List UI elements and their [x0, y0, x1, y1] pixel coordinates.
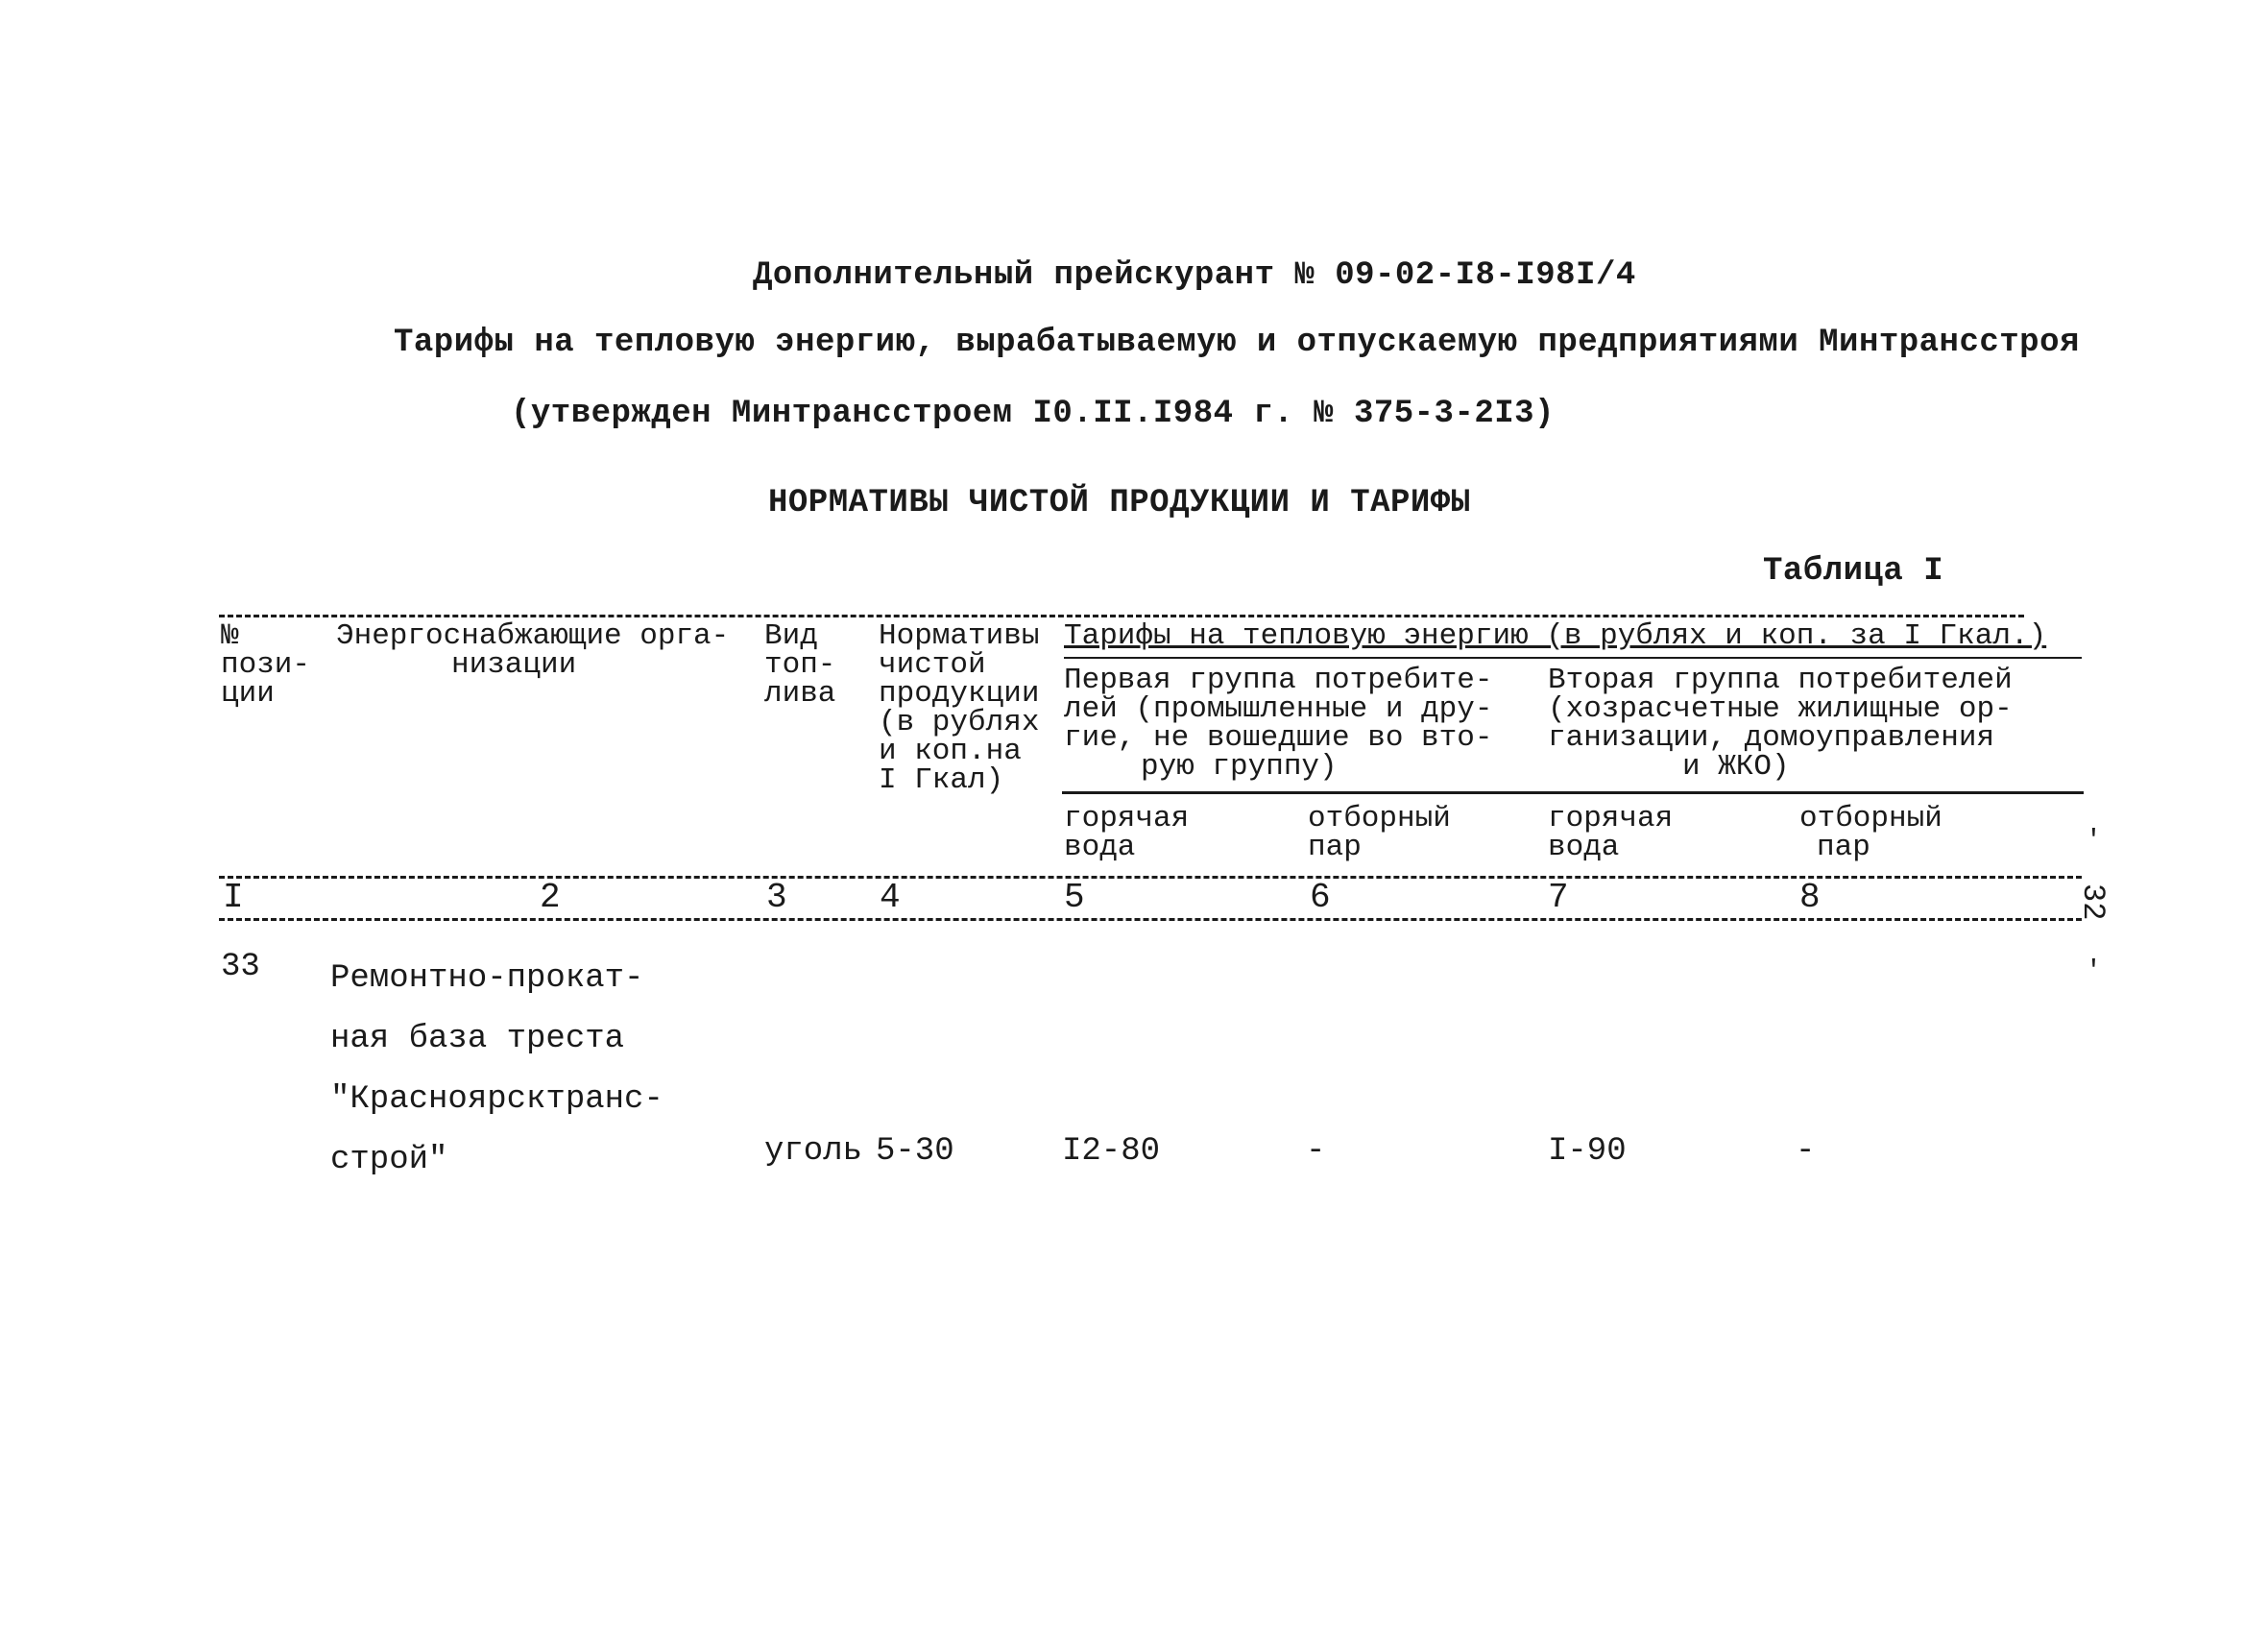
col5-line: вода [1064, 831, 1136, 864]
row-position: 33 [221, 949, 260, 985]
col2-line: Энергоснабжающие орга- [336, 619, 730, 653]
colnum-2: 2 [540, 878, 561, 917]
colnum-3: 3 [766, 878, 787, 917]
col8-line: отборный [1799, 802, 1942, 835]
col4-line: Нормативы [879, 619, 1040, 653]
col2-line: низации [451, 648, 577, 682]
col3-header [764, 619, 836, 711]
group2-line: и ЖКО) [1682, 750, 1790, 784]
row-g1-steam: - [1306, 1133, 1326, 1170]
col4-line: продукции [879, 677, 1040, 711]
col4-header [879, 619, 1040, 797]
price-list-title: Дополнительный прейскурант № 09-02-I8-I98I/4 [753, 257, 1636, 294]
col8-line: пар [1817, 831, 1870, 864]
row-fuel: уголь [764, 1133, 863, 1170]
row-g2-steam: - [1796, 1133, 1816, 1170]
colnum-7: 7 [1548, 878, 1569, 917]
row-g2-hot-water: I-90 [1548, 1133, 1627, 1170]
tariffs-header: Тарифы на тепловую энергию (в рублях и коп. за I Гкал.) [1064, 619, 2047, 653]
col1-line: ции [221, 677, 275, 711]
group1-line: рую группу) [1141, 750, 1338, 784]
col5-line: горячая [1064, 802, 1190, 835]
org-line: ная база треста [330, 1021, 625, 1057]
col2-header [336, 619, 730, 682]
col4-line: (в рублях [879, 706, 1040, 739]
groups-rule [1062, 791, 2084, 794]
col1-line: № [221, 619, 239, 653]
colnum-5: 5 [1064, 878, 1085, 917]
org-line: Ремонтно-прокат- [330, 960, 644, 997]
group1-line: гие, не вошедшие во вто- [1064, 721, 1493, 755]
group2-line: (хозрасчетные жилищные ор- [1548, 692, 2013, 726]
org-line: "Красноярсктранс- [330, 1081, 664, 1118]
group2-line: ганизации, домоуправления [1548, 721, 1995, 755]
colnum-8: 8 [1799, 878, 1821, 917]
col6-line: отборный [1308, 802, 1451, 835]
col6-line: пар [1308, 831, 1362, 864]
table-top-rule [219, 615, 2024, 617]
row-g1-hot-water: I2-80 [1062, 1133, 1161, 1170]
col3-line: топ- [764, 648, 836, 682]
col3-line: лива [764, 677, 836, 711]
col4-line: и коп.на [879, 735, 1022, 768]
org-line: строй" [330, 1142, 448, 1178]
price-list-subtitle: Тарифы на тепловую энергию, вырабатываемую и отпускаемую предприятиями Минтрансстроя [394, 325, 2080, 361]
colnum-bottom-rule [219, 918, 2082, 921]
col1-line: пози- [221, 648, 311, 682]
col3-line: Вид [764, 619, 818, 653]
col7-line: горячая [1548, 802, 1674, 835]
tariffs-underline [1064, 657, 2082, 659]
col5-header [1064, 802, 1190, 864]
colnum-1: I [223, 878, 244, 917]
col6-header [1308, 802, 1451, 864]
row-norm: 5-30 [876, 1133, 954, 1170]
col1-header [221, 619, 311, 711]
colnum-6: 6 [1310, 878, 1331, 917]
table-label: Таблица I [1763, 553, 1944, 590]
edge-tick: ' [2086, 826, 2102, 856]
colnum-4: 4 [880, 878, 901, 917]
col4-line: I Гкал) [879, 763, 1004, 797]
group2-header [1548, 666, 2013, 782]
col8-header [1799, 802, 1942, 864]
page-number: 32 [2075, 883, 2111, 921]
col7-header [1548, 802, 1674, 864]
row-organization [330, 949, 664, 1191]
group1-line: лей (промышленные и дру- [1064, 692, 1493, 726]
section-heading: НОРМАТИВЫ ЧИСТОЙ ПРОДУКЦИИ И ТАРИФЫ [768, 485, 1471, 521]
edge-tick: ' [2086, 956, 2102, 986]
group1-header [1064, 666, 1492, 782]
group2-line: Вторая группа потребителей [1548, 664, 2013, 697]
col4-line: чистой [879, 648, 986, 682]
col7-line: вода [1548, 831, 1620, 864]
approval-note: (утвержден Минтрансстроем I0.II.I984 г. № 375-3-2I3) [511, 396, 1555, 432]
group1-line: Первая группа потребите- [1064, 664, 1493, 697]
